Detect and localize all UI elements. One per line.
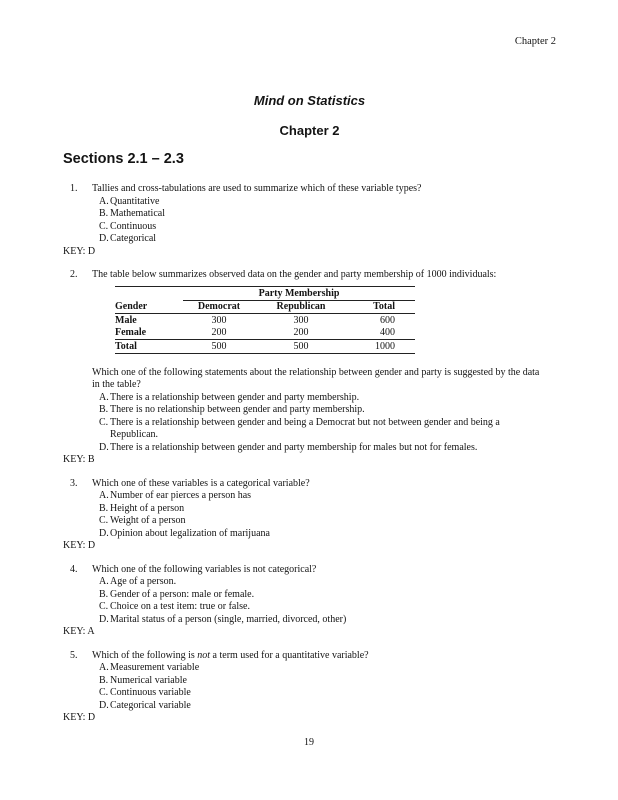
- option-text: Categorical variable: [110, 699, 191, 711]
- stem-text-post: a term used for a quantitative variable?: [210, 649, 369, 661]
- cell-value: 500: [183, 340, 255, 354]
- column-header-gender: Gender: [115, 300, 183, 314]
- option-text: Continuous: [110, 220, 157, 232]
- option-text: Age of a person.: [110, 576, 177, 587]
- question-4: [63, 564, 556, 639]
- option-c: [99, 221, 556, 234]
- row-label: Male: [115, 314, 137, 326]
- option-letter: A.: [99, 490, 109, 501]
- option-letter: A.: [99, 576, 109, 587]
- option-letter: D.: [99, 527, 109, 539]
- option-letter: A.: [99, 662, 109, 673]
- option-d: [99, 442, 556, 455]
- option-c: [99, 515, 556, 528]
- column-header-total: Total: [347, 300, 415, 314]
- stem-text-pre: Which of the following is: [92, 649, 198, 661]
- option-text: Opinion about legalization of marijuana: [110, 527, 270, 539]
- table-span-header-row: [115, 287, 415, 301]
- option-text: There is a relationship between gender and party membership.: [110, 391, 360, 403]
- option-a: [99, 196, 556, 209]
- option-text: Measurement variable: [110, 662, 200, 673]
- option-letter: C.: [99, 515, 109, 526]
- stem-text-italic: not: [197, 649, 211, 661]
- option-letter: B.: [99, 502, 109, 514]
- answer-key: KEY: D: [63, 245, 96, 257]
- answer-key: KEY: D: [63, 712, 96, 723]
- question-number: 4.: [70, 563, 78, 575]
- option-letter: C.: [99, 687, 109, 698]
- option-d: [99, 233, 556, 246]
- option-a: [99, 662, 556, 675]
- option-b: [99, 208, 556, 221]
- option-c: [99, 687, 556, 700]
- option-list: [99, 662, 556, 712]
- option-list: [99, 490, 556, 540]
- question-list: [63, 183, 556, 725]
- option-letter: A.: [99, 195, 109, 207]
- cell-value: 200: [293, 327, 309, 338]
- option-d: [99, 614, 556, 627]
- party-membership-table: [115, 286, 415, 354]
- cell-value: 400: [380, 327, 396, 338]
- book-title: Mind on Statistics: [253, 93, 366, 108]
- option-b: [99, 404, 556, 417]
- option-letter: C.: [99, 220, 109, 232]
- answer-key: KEY: D: [63, 540, 96, 551]
- option-letter: B.: [99, 404, 109, 415]
- option-text-line-1: There is a relationship between gender and being a Democrat but not between gender and being a: [110, 416, 500, 428]
- answer-key: KEY: A: [63, 626, 95, 637]
- cell-value: 1000: [347, 340, 415, 354]
- option-text: Height of a person: [110, 502, 185, 514]
- question-5: [63, 650, 556, 725]
- option-d: [99, 528, 556, 541]
- option-text: Numerical variable: [110, 674, 187, 686]
- answer-key: KEY: B: [63, 454, 95, 465]
- option-c: [99, 601, 556, 614]
- option-a: [99, 490, 556, 503]
- option-text: Categorical: [110, 233, 157, 244]
- option-b: [99, 589, 556, 602]
- question-1: [63, 183, 556, 258]
- option-letter: D.: [99, 613, 109, 625]
- table-span-header: Party Membership: [183, 287, 415, 301]
- table-column-header-row: [115, 300, 415, 314]
- question-2: [63, 269, 556, 467]
- option-list: [99, 576, 556, 626]
- section-heading: Sections 2.1 – 2.3: [63, 151, 184, 167]
- column-header-democrat: Democrat: [183, 300, 255, 314]
- question-stem: [92, 650, 556, 663]
- option-b: [99, 675, 556, 688]
- option-letter: D.: [99, 699, 109, 711]
- option-text: Choice on a test item: true or false.: [110, 601, 250, 612]
- option-letter: A.: [99, 391, 109, 403]
- chapter-heading: Chapter 2: [279, 123, 340, 138]
- question-stem: Which one of the following variables is not categorical?: [92, 563, 317, 575]
- question-number: 2.: [70, 269, 78, 280]
- option-text: Continuous variable: [110, 687, 191, 698]
- option-text: Gender of a person: male or female.: [110, 588, 255, 600]
- option-letter: B.: [99, 588, 109, 600]
- question-followup-line-2: in the table?: [92, 379, 141, 390]
- option-list: [99, 196, 556, 246]
- row-label: Total: [115, 340, 183, 354]
- option-text: Quantitative: [110, 195, 160, 207]
- table-row-female: [115, 327, 415, 340]
- option-text: Marital status of a person (single, married, divorced, other): [110, 613, 347, 625]
- option-text: Number of ear pierces a person has: [110, 490, 252, 501]
- cell-value: 200: [211, 327, 227, 338]
- option-text: Mathematical: [110, 208, 165, 219]
- option-text: There is a relationship between gender and party membership for males but not for females.: [110, 441, 478, 453]
- option-letter: D.: [99, 233, 109, 244]
- option-letter: D.: [99, 441, 109, 453]
- option-letter: B.: [99, 208, 109, 219]
- question-stem: The table below summarizes observed data on the gender and party membership of 1000 individuals:: [92, 269, 497, 280]
- table-row-total: [115, 340, 415, 354]
- option-text-line-2: Republican.: [110, 429, 159, 440]
- cell-value: 600: [380, 314, 396, 326]
- option-a: [99, 576, 556, 589]
- option-d: [99, 700, 556, 713]
- option-letter: C.: [99, 601, 109, 612]
- question-stem: Which one of these variables is a categorical variable?: [92, 477, 310, 489]
- option-text: Weight of a person: [110, 515, 186, 526]
- option-c: [99, 417, 556, 442]
- question-followup-line-1: Which one of the following statements about the relationship between gender and party is suggested by the data: [92, 366, 540, 378]
- cell-value: 300: [293, 314, 309, 326]
- option-letter: C.: [99, 416, 109, 428]
- cell-value: 500: [255, 340, 347, 354]
- option-letter: B.: [99, 674, 109, 686]
- row-label: Female: [115, 327, 147, 338]
- table-row-male: [115, 314, 415, 327]
- page-number: 19: [304, 737, 314, 748]
- running-header: Chapter 2: [514, 36, 556, 47]
- question-stem: Tallies and cross-tabulations are used to summarize which of these variable types?: [92, 183, 422, 194]
- option-list: [99, 392, 556, 455]
- question-3: [63, 478, 556, 553]
- option-text: There is no relationship between gender and party membership.: [110, 404, 365, 415]
- question-number: 5.: [70, 649, 78, 661]
- column-header-republican: Republican: [255, 300, 347, 314]
- question-number: 3.: [70, 477, 78, 489]
- option-a: [99, 392, 556, 405]
- cell-value: 300: [211, 314, 227, 326]
- option-b: [99, 503, 556, 516]
- question-number: 1.: [70, 183, 78, 194]
